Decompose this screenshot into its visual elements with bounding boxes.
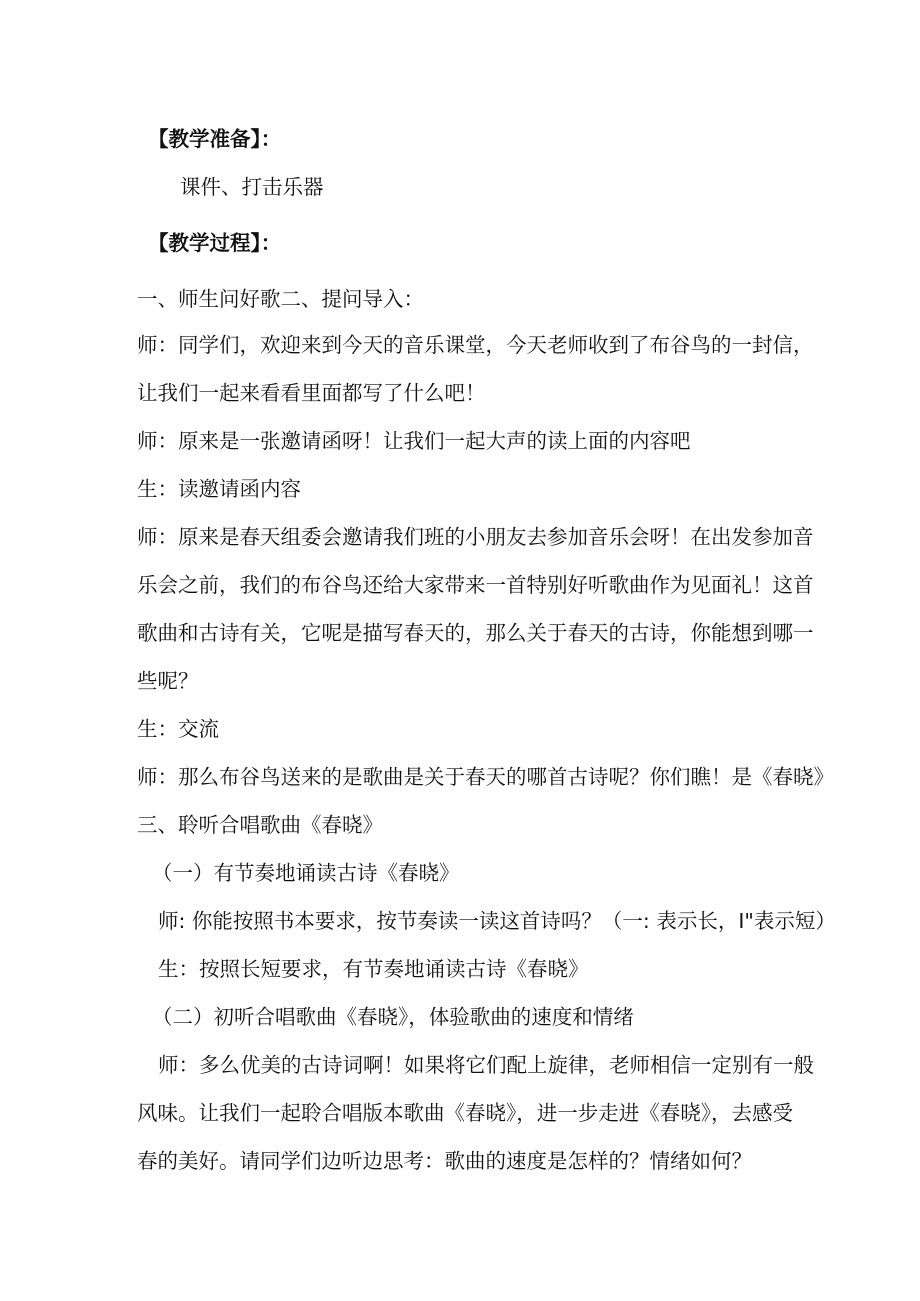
paragraph-line: 师：同学们，欢迎来到今天的音乐课堂，今天老师收到了布谷鸟的一封信， [137, 333, 814, 357]
subsection-heading: （二）初听合唱歌曲《春晓》，体验歌曲的速度和情绪 [152, 1005, 634, 1029]
paragraph-line: 乐会之前，我们的布谷鸟还给大家带来一首特别好听歌曲作为见面礼！这首 [137, 573, 814, 597]
paragraph-line: 风味。让我们一起聆合唱版本歌曲《春晓》，进一步走进《春晓》，去感受 [137, 1101, 793, 1125]
paragraph-line: 师：多么优美的古诗词啊！如果将它们配上旋律，老师相信一定别有一般 [158, 1053, 814, 1077]
paragraph-line: 春的美好。请同学们边听边思考：歌曲的速度是怎样的？情绪如何？ [137, 1149, 752, 1173]
subsection-heading: （一）有节奏地诵读古诗《春晓》 [152, 861, 460, 885]
paragraph-line: 生：交流 [137, 717, 219, 741]
paragraph-line: 让我们一起来看看里面都写了什么吧！ [137, 381, 486, 405]
paragraph-line: 师: 你能按照书本要求，按节奏读一读这首诗吗？（一: 表示长，I"表示短） [158, 909, 836, 933]
paragraph-line: 生：按照长短要求，有节奏地诵读古诗《春晓》 [158, 957, 589, 981]
prep-heading: 【教学准备】： [148, 127, 282, 151]
prep-items: 课件、打击乐器 [180, 175, 324, 199]
paragraph-line: 一、师生问好歌二、提问导入： [137, 287, 424, 311]
paragraph-line: 些呢？ [137, 669, 199, 693]
paragraph-line: 师：原来是春天组委会邀请我们班的小朋友去参加音乐会呀！在出发参加音 [137, 525, 814, 549]
paragraph-line: 师：那么布谷鸟送来的是歌曲是关于春天的哪首古诗呢？你们瞧！是《春晓》 [137, 765, 834, 789]
paragraph-line: 师：原来是一张邀请函呀！让我们一起大声的读上面的内容吧 [137, 429, 691, 453]
process-heading: 【教学过程】： [148, 231, 282, 255]
section-heading: 三、聆听合唱歌曲《春晓》 [137, 813, 383, 837]
paragraph-line: 生：读邀请函内容 [137, 477, 301, 501]
paragraph-line: 歌曲和古诗有关，它呢是描写春天的，那么关于春天的古诗，你能想到哪一 [137, 621, 814, 645]
